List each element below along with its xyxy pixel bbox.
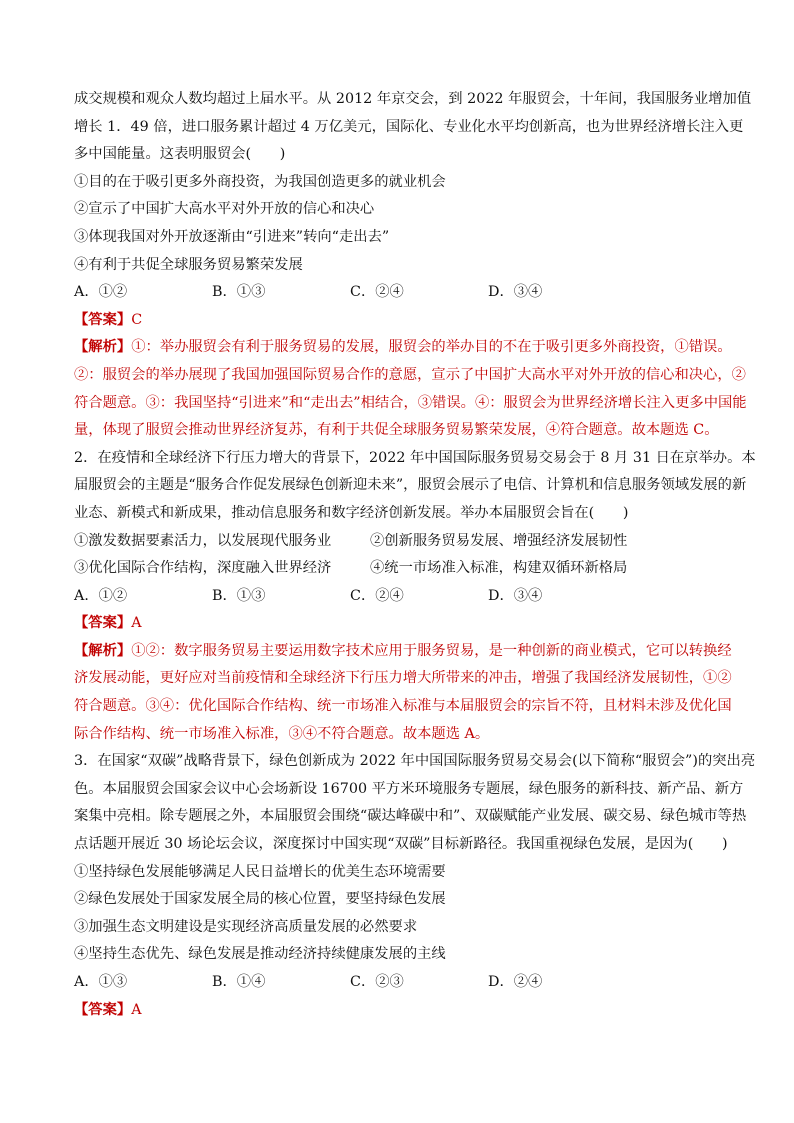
question-2-options: [74, 583, 722, 611]
question-2-choice-2: ②创新服务贸易发展、增强经济发展韧性: [370, 532, 628, 549]
question-1-analysis-line-2: ②：服贸会的举办展现了我国加强国际贸易合作的意愿，宣示了中国扩大高水平对外开放的信心和决心，②: [74, 366, 746, 383]
question-3-stem-line-4: 点话题开展近 30 场论坛会议，深度探讨中国实现“双碳”目标新路径。我国重视绿色发展，是因为( ): [74, 836, 728, 853]
question-3-options: [74, 969, 722, 997]
question-1-choice-4: ④有利于共促全球服务贸易繁荣发展: [74, 256, 303, 273]
question-2-choice-3: ③优化国际合作结构，深度融入世界经济: [74, 560, 332, 577]
answer-value: A: [131, 1001, 142, 1018]
question-2-stem-line-1: 2．在疫情和全球经济下行压力增大的背景下，2022 年中国国际服务贸易交易会于 8 月 31 日在京举办。本: [74, 449, 756, 466]
question-1-choice-1: ①目的在于吸引更多外商投资，为我国创造更多的就业机会: [74, 173, 446, 190]
question-2-choices-row-2: [74, 555, 722, 583]
option-d: D．③④: [488, 284, 543, 301]
question-1-choice-2: ②宣示了中国扩大高水平对外开放的信心和决心: [74, 201, 375, 218]
option-a: A．①③: [74, 974, 128, 990]
option-c: C．②③: [350, 974, 404, 990]
question-2-choice-4: ④统一市场准入标准，构建双循环新格局: [370, 560, 628, 577]
option-b: B．①④: [212, 974, 266, 990]
analysis-tag: 【解析】: [74, 642, 132, 659]
option-b: B．①③: [212, 587, 266, 604]
option-c: C．②④: [350, 587, 404, 604]
option-c: C．②④: [350, 284, 404, 301]
question-2-stem-line-2: 届服贸会的主题是“服务合作促发展绿色创新迎未来”，服贸会展示了电信、计算机和信息服务领域发展的新: [74, 477, 747, 494]
question-1-choice-3: ③体现我国对外开放逐渐由“引进来”转向“走出去”: [74, 228, 390, 245]
analysis-tag: 【解析】: [74, 339, 132, 356]
question-1-options: [74, 279, 722, 307]
question-3: [74, 748, 756, 1024]
question-2-analysis-line-4: 际合作结构、统一市场准入标准，③④不符合题意。故本题选 A。: [74, 725, 490, 742]
question-2-analysis-line-1: [74, 638, 732, 666]
question-2-answer: [74, 610, 722, 638]
document-content: [74, 86, 756, 1024]
question-2: [74, 445, 756, 749]
question-2-choices-row-1: [74, 528, 722, 556]
question-3-choice-2: ②绿色发展处于国家发展全局的核心位置，要坚持绿色发展: [74, 891, 446, 908]
question-3-stem-line-1: 3．在国家“双碳”战略背景下，绿色创新成为 2022 年中国国际服务贸易交易会(以下简称“服贸会”)的突出亮: [74, 753, 756, 770]
option-a: A．①②: [74, 587, 128, 604]
analysis-text: ①：举办服贸会有利于服务贸易的发展，服贸会的举办目的不在于吸引更多外商投资，①错误。: [131, 339, 732, 356]
answer-tag: 【答案】: [74, 1001, 132, 1018]
question-1-analysis-line-1: [74, 334, 732, 362]
question-1: [74, 86, 752, 445]
question-3-answer: [74, 997, 722, 1025]
question-3-choice-1: ①坚持绿色发展能够满足人民日益增长的优美生态环境需要: [74, 863, 446, 880]
question-3-stem-line-3: 案集中亮相。除专题展之外，本届服贸会围绕“碳达峰碳中和”、双碳赋能产业发展、碳交易、绿色城市等热: [74, 808, 747, 825]
option-a: A．①②: [74, 284, 128, 301]
question-2-choice-1: ①激发数据要素活力，以发展现代服务业: [74, 532, 332, 549]
question-3-choice-3: ③加强生态文明建设是实现经济高质量发展的必然要求: [74, 918, 418, 935]
question-2-stem-line-3: 业态、新模式和新成果，推动信息服务和数字经济创新发展。举办本届服贸会旨在( ): [74, 504, 629, 521]
question-1-stem-line-1: 成交规模和观众人数均超过上届水平。从 2012 年京交会，到 2022 年服贸会，十年间，我国服务业增加值: [74, 91, 752, 107]
option-d: D．②④: [488, 974, 543, 990]
option-b: B．①③: [212, 284, 266, 301]
question-1-answer: [74, 307, 722, 335]
question-1-stem-line-3: 多中国能量。这表明服贸会( ): [74, 146, 286, 163]
question-3-choice-4: ④坚持生态优先、绿色发展是推动经济持续健康发展的主线: [74, 946, 446, 963]
question-1-analysis-line-4: 量，体现了服贸会推动世界经济复苏，有利于共促全球服务贸易繁荣发展，④符合题意。故本题选 C。: [74, 422, 719, 439]
analysis-text: ①②：数字服务贸易主要运用数字技术应用于服务贸易，是一种创新的商业模式，它可以转换经: [131, 642, 732, 659]
question-2-analysis-line-3: 符合题意。③④：优化国际合作结构、统一市场准入标准与本届服贸会的宗旨不符，且材料未涉及优化国: [74, 698, 732, 715]
answer-value: A: [131, 615, 142, 632]
answer-tag: 【答案】: [74, 311, 132, 328]
question-1-stem-line-2: 增长 1．49 倍，进口服务累计超过 4 万亿美元，国际化、专业化水平均创新高，也为世界经济增长注入更: [74, 118, 744, 135]
question-2-analysis-line-2: 济发展动能，更好应对当前疫情和全球经济下行压力增大所带来的冲击，增强了我国经济发展韧性，①②: [74, 670, 732, 687]
answer-tag: 【答案】: [74, 615, 132, 632]
question-1-analysis-line-3: 符合题意。③：我国坚持“引进来”和“走出去”相结合，③错误。④：服贸会为世界经济增长注入更多中国能: [74, 394, 747, 411]
question-3-stem-line-2: 色。本届服贸会国家会议中心会场新设 16700 平方米环境服务专题展，绿色服务的新科技、新产品、新方: [74, 780, 744, 797]
answer-value: C: [131, 311, 143, 328]
option-d: D．③④: [488, 587, 543, 604]
